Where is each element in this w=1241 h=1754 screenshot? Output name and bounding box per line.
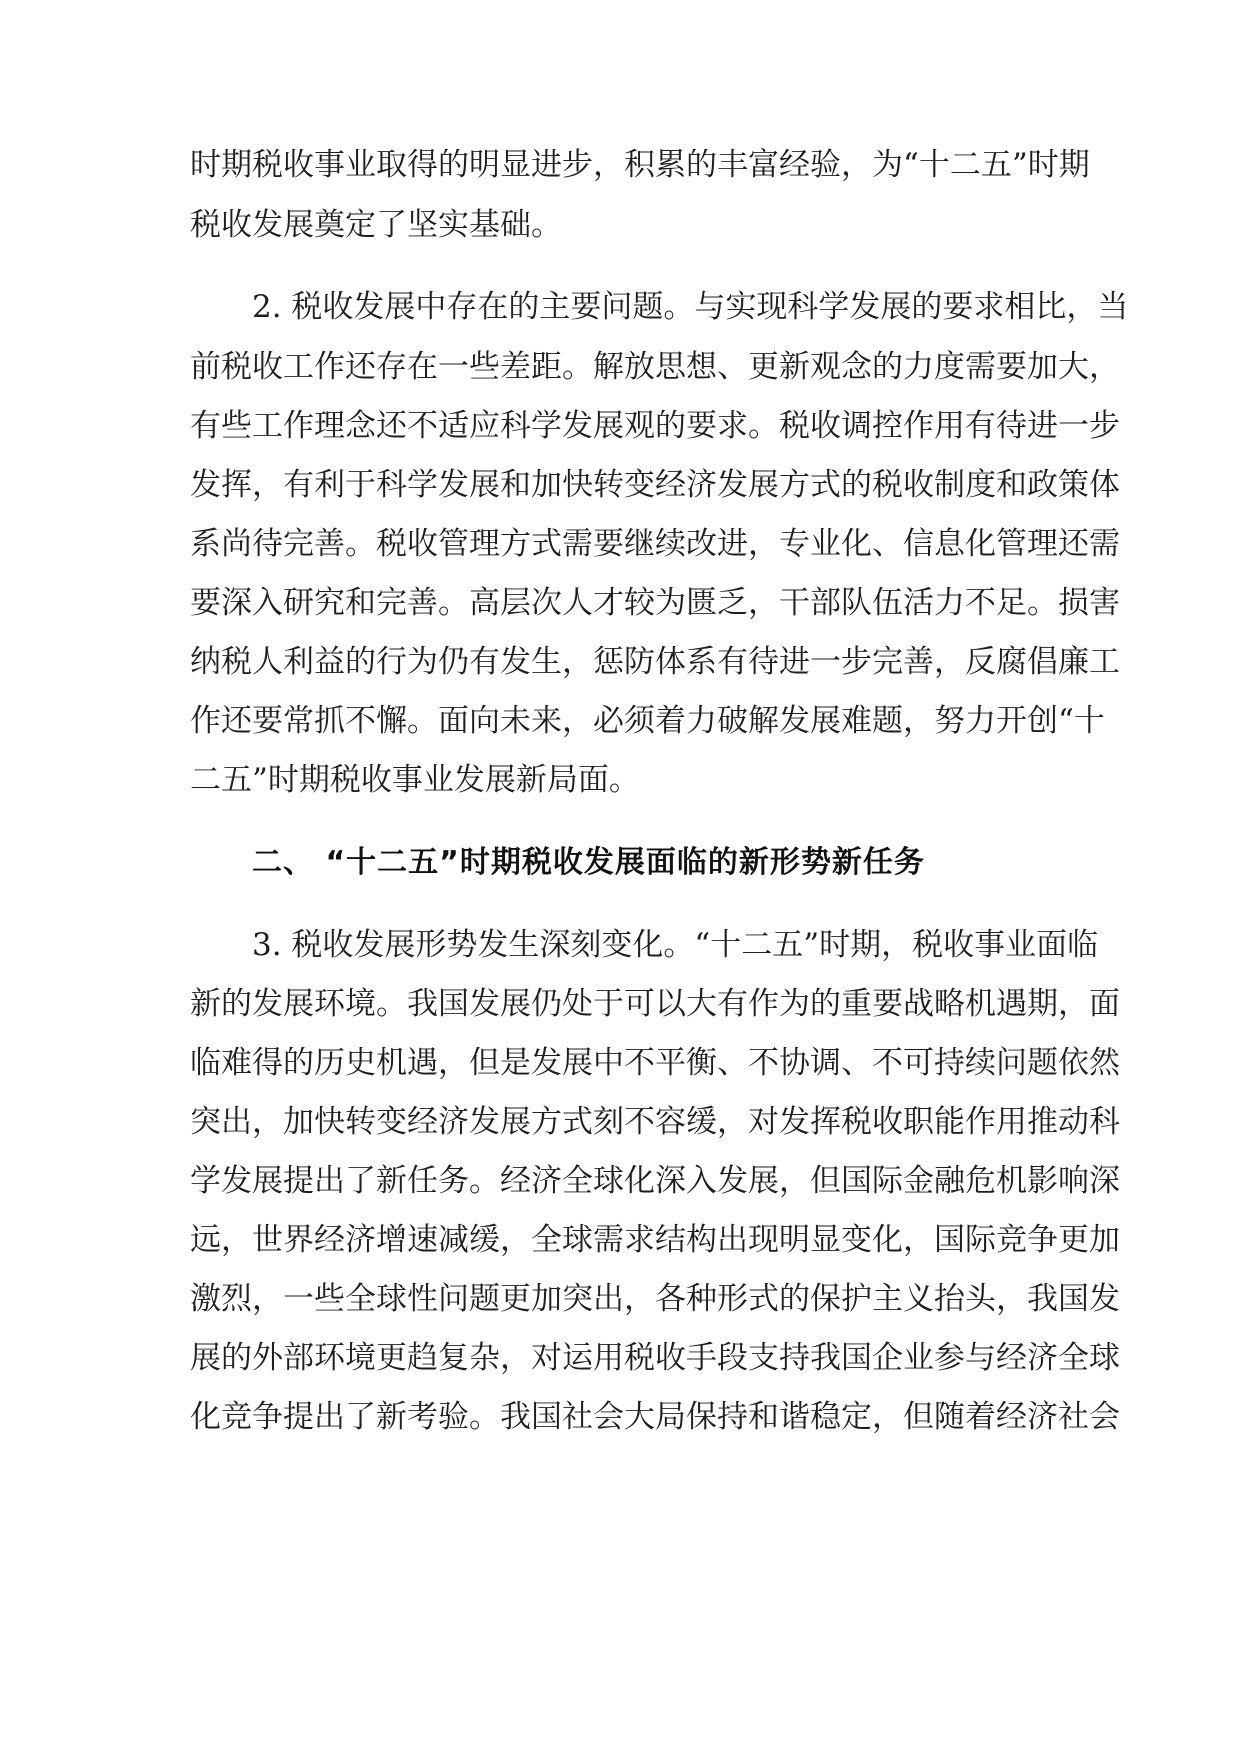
paragraph-3-line-9: 化竞争提出了新考验。我国社会大局保持和谐稳定，但随着经济社会 [190, 1399, 1120, 1435]
section-heading: 二、 “十二五”时期税收发展面临的新形势新任务 [252, 845, 925, 880]
paragraph-2-line-8: 作还要常抓不懈。面向未来，必须着力破解发展难题，努力开创“十 [190, 703, 1105, 739]
paragraph-2-line-5: 系尚待完善。税收管理方式需要继续改进，专业化、信息化管理还需 [190, 526, 1120, 562]
paragraph-2-line-1: 2. 税收发展中存在的主要问题。与实现科学发展的要求相比，当 [252, 289, 1129, 325]
paragraph-3-line-1: 3. 税收发展形势发生深刻变化。“十二五”时期，税收事业面临 [252, 927, 1099, 963]
paragraph-2-line-3: 有些工作理念还不适应科学发展观的要求。税收调控作用有待进一步 [190, 408, 1120, 444]
paragraph-1-line-1: 时期税收事业取得的明显进步，积累的丰富经验，为“十二五”时期 [190, 147, 1090, 183]
paragraph-2-line-7: 纳税人利益的行为仍有发生，惩防体系有待进一步完善，反腐倡廉工 [190, 644, 1120, 680]
paragraph-1-line-2: 税收发展奠定了坚实基础。 [190, 207, 562, 243]
paragraph-3-line-6: 远，世界经济增速减缓，全球需求结构出现明显变化，国际竞争更加 [190, 1222, 1120, 1258]
paragraph-3-line-8: 展的外部环境更趋复杂，对运用税收手段支持我国企业参与经济全球 [190, 1340, 1120, 1376]
paragraph-3-line-5: 学发展提出了新任务。经济全球化深入发展，但国际金融危机影响深 [190, 1163, 1120, 1199]
paragraph-2-line-9: 二五”时期税收事业发展新局面。 [190, 762, 640, 798]
paragraph-2-line-4: 发挥，有利于科学发展和加快转变经济发展方式的税收制度和政策体 [190, 467, 1120, 503]
paragraph-3-line-4: 突出，加快转变经济发展方式刻不容缓，对发挥税收职能作用推动科 [190, 1104, 1120, 1140]
paragraph-2-line-2: 前税收工作还存在一些差距。解放思想、更新观念的力度需要加大， [190, 349, 1120, 385]
paragraph-3-line-7: 激烈，一些全球性问题更加突出，各种形式的保护主义抬头，我国发 [190, 1281, 1120, 1317]
paragraph-3-line-2: 新的发展环境。我国发展仍处于可以大有作为的重要战略机遇期，面 [190, 986, 1120, 1022]
paragraph-2-line-6: 要深入研究和完善。高层次人才较为匮乏，干部队伍活力不足。损害 [190, 585, 1120, 621]
paragraph-3-line-3: 临难得的历史机遇，但是发展中不平衡、不协调、不可持续问题依然 [190, 1045, 1120, 1081]
